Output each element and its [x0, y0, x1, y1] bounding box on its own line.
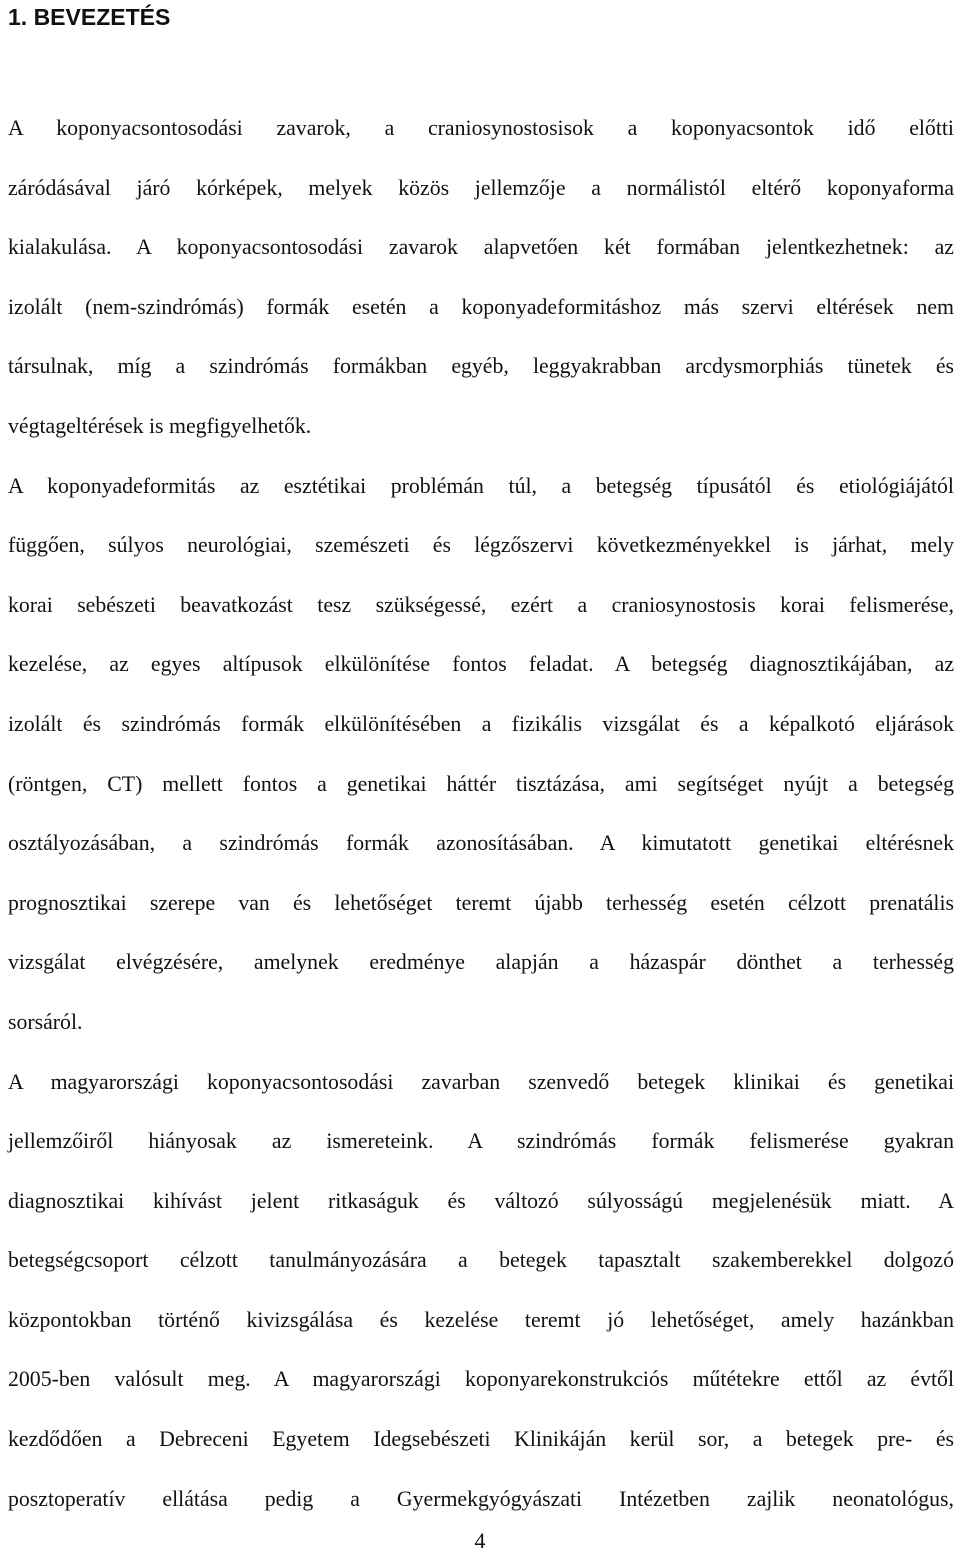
- text-line: A koponyadeformitás az esztétikai problémán túl, a betegség típusától és etiológiájától: [8, 473, 954, 498]
- text-line: betegségcsoport célzott tanulmányozására a betegek tapasztalt szakemberekkel dolgozó: [8, 1248, 954, 1273]
- text-line: A koponyacsontosodási zavarok, a craniosynostosisok a koponyacsontok idő előtti: [8, 116, 954, 140]
- text-line: kezdődően a Debreceni Egyetem Idegsebészeti Klinikáján kerül sor, a betegek pre- és: [8, 1427, 954, 1452]
- text-line: vizsgálat elvégzésére, amelynek eredménye alapján a házaspár dönthet a terhesség: [8, 950, 954, 975]
- text-line: 2005-ben valósult meg. A magyarországi koponyarekonstrukciós műtétekre ettől az évtől: [8, 1367, 954, 1392]
- text-line: sorsáról.: [8, 1009, 83, 1034]
- text-line: (röntgen, CT) mellett fontos a genetikai háttér tisztázása, ami segítséget nyújt a betegség: [8, 771, 954, 796]
- text-line: posztoperatív ellátása pedig a Gyermekgyógyászati Intézetben zajlik neonatológus,: [8, 1486, 954, 1511]
- text-line: A magyarországi koponyacsontosodási zavarban szenvedő betegek klinikai és genetikai: [8, 1069, 954, 1094]
- text-line: izolált (nem-szindrómás) formák esetén a koponyadeformitáshoz más szervi eltérések nem: [8, 294, 954, 319]
- text-line: prognosztikai szerepe van és lehetőséget teremt újabb terhesség esetén célzott prenatális: [8, 890, 954, 915]
- text-line: kialakulása. A koponyacsontosodási zavarok alapvetően két formában jelentkezhetnek: az: [8, 235, 954, 260]
- text-line: osztályozásában, a szindrómás formák azonosításában. A kimutatott genetikai eltérésnek: [8, 831, 954, 856]
- text-line: kezelése, az egyes altípusok elkülönítése fontos feladat. A betegség diagnosztikájában, az: [8, 652, 954, 677]
- text-line: diagnosztikai kihívást jelent ritkaságuk és változó súlyosságú megjelenésük miatt. A: [8, 1188, 954, 1213]
- body-text: [8, 99, 954, 1529]
- text-line: függően, súlyos neurológiai, szemészeti és légzőszervi következményekkel is járhat, mely: [8, 533, 954, 558]
- text-line: izolált és szindrómás formák elkülönítésében a fizikális vizsgálat és a képalkotó eljárások: [8, 711, 954, 736]
- text-line: végtageltérések is megfigyelhetők.: [8, 413, 312, 438]
- text-line: záródásával járó kórképek, melyek közös jellemzője a normálistól eltérő koponyaforma: [8, 175, 954, 200]
- text-line: jellemzőiről hiányosak az ismereteink. A szindrómás formák felismerése gyakran: [8, 1129, 954, 1154]
- text-line: korai sebészeti beavatkozást tesz szükségessé, ezért a craniosynostosis korai felismerése,: [8, 592, 954, 617]
- text-line: központokban történő kivizsgálása és kezelése teremt jó lehetőséget, amely hazánkban: [8, 1307, 954, 1332]
- page-number: 4: [474, 1529, 486, 1553]
- text-line: társulnak, míg a szindrómás formákban egyéb, leggyakrabban arcdysmorphiás tünetek és: [8, 354, 954, 379]
- section-heading: 1. BEVEZETÉS: [8, 4, 171, 30]
